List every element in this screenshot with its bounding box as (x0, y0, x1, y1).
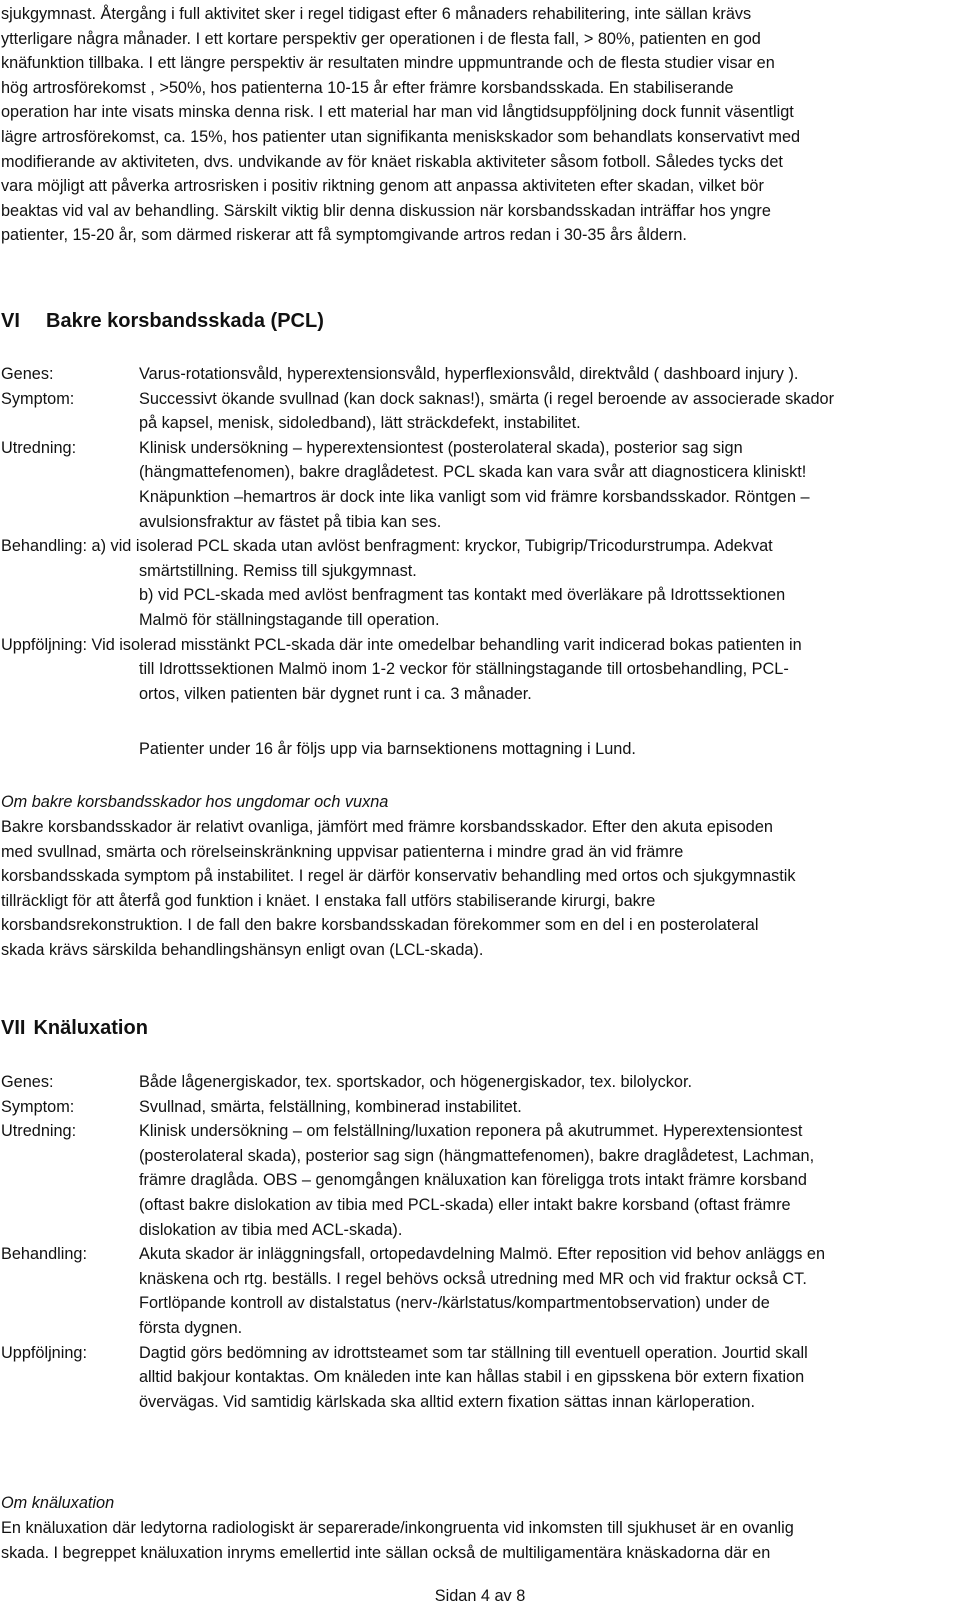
text-line: Både lågenergiskador, tex. sportskador, och högenergiskador, tex. bilolyckor. (139, 1073, 692, 1091)
row-label: Uppföljning: (1, 635, 87, 654)
text-line: lägre artrosförekomst, ca. 15%, hos patienter utan signifikanta meniskskador som behandlats konservativt med (1, 127, 801, 146)
text-line: knäfunktion tillbaka. I ett längre perspektiv är resultaten mindre uppmuntrande och de flesta studier visar en (1, 54, 775, 73)
section-vi-details (1, 362, 956, 706)
text-line (1, 534, 956, 559)
row-text (139, 1095, 956, 1120)
text-line: knäskena och rtg. beställs. I regel behövs också utredning med MR och vid fraktur också CT. (139, 1269, 807, 1288)
text-line: ytterligare några månader. I ett kortare perspektiv ger operationen i de flesta fall, > 80%, patienten en god (1, 29, 761, 48)
section-heading-vi (1, 307, 324, 335)
row-text (139, 1119, 956, 1242)
text-line: alltid bakjour kontaktas. Om knäleden inte kan hållas stabil i en gipsskena bör extern fixation (139, 1368, 805, 1387)
section-title: Knäluxation (33, 1017, 148, 1039)
row-label: Utredning: (1, 438, 77, 457)
text-line: Svullnad, smärta, felställning, kombinerad instabilitet. (139, 1097, 522, 1116)
row-text (139, 1341, 956, 1415)
row-label: Symptom: (1, 389, 75, 408)
row-text (139, 436, 956, 534)
note-paragraph: Patienter under 16 år följs upp via barnsektionens mottagning i Lund. (139, 740, 636, 758)
text-line: främre draglåda. OBS – genomgången knäluxation kan föreligga trots intakt främre korsband (139, 1171, 807, 1190)
section-number: VI (1, 310, 20, 332)
detail-row-utredning (1, 436, 956, 534)
page-number: Sidan 4 av 8 (434, 1587, 526, 1605)
text-line: första dygnen. (139, 1318, 243, 1337)
text-line: korsbandsskada symptom på instabilitet. I regel är därför konservativ behandling med ortos och sjukgymnastik (1, 867, 796, 886)
detail-row-uppfoljning (1, 1341, 956, 1415)
text-line: tillräckligt för att återfå god funktion i knäet. I enstaka fall utförs stabiliserande kirurgi, bakre (1, 891, 656, 910)
text-line: (oftast bakre dislokation av tibia med PCL-skada) eller intakt bakre korsband (oftast främre (139, 1195, 791, 1214)
text-line: En knäluxation där ledytorna radiologiskt är separerade/inkongruenta vid inkomsten till sjukhuset är en ovanlig (1, 1519, 794, 1537)
text-line: med svullnad, smärta och rörelseinskränkning uppvisar patienterna i mindre grad än vid främre (1, 842, 684, 861)
detail-row-genes (1, 362, 956, 387)
row-text (139, 1242, 956, 1340)
sub-paragraph (1, 815, 956, 963)
row-label: Behandling: (1, 1245, 88, 1264)
text-line (1, 633, 956, 658)
text-line: Akuta skador är inläggningsfall, ortopedavdelning Malmö. Efter reposition vid behov anläggs en (139, 1245, 826, 1264)
row-label: Behandling: (1, 537, 88, 556)
text-line: smärtstillning. Remiss till sjukgymnast. (139, 561, 417, 580)
section-title: Bakre korsbandsskada (PCL) (46, 310, 324, 332)
text-line: Vid isolerad misstänkt PCL-skada där inte omedelbar behandling varit indicerad bokas patienten in (91, 635, 802, 654)
row-label: Symptom: (1, 1097, 75, 1116)
section-vii-details (1, 1070, 956, 1414)
detail-row-genes (1, 1070, 956, 1095)
row-label: Utredning: (1, 1122, 77, 1141)
text-line: till Idrottssektionen Malmö inom 1-2 veckor för ställningstagande till ortosbehandling, PCL- (139, 660, 789, 679)
row-text (139, 362, 956, 387)
row-label: Genes: (1, 365, 54, 383)
text-line: skada. I begreppet knäluxation inryms emellertid inte sällan också de multiligamentära knäskadorna där en (1, 1543, 771, 1562)
text-line: (hängmattefenomen), bakre draglådetest. PCL skada kan vara svår att diagnosticera kliniskt! (139, 463, 807, 482)
text-line: Successivt ökande svullnad (kan dock saknas!), smärta (i regel beroende av associerade skador (139, 389, 835, 408)
text-line: beaktas vid val av behandling. Särskilt viktig blir denna diskussion när korsbandsskadan inträffar hos yngre (1, 201, 771, 220)
text-line: skada krävs särskilda behandlingshänsyn enligt ovan (LCL-skada). (1, 940, 484, 959)
text-line: (posterolateral skada), posterior sag sign (hängmattefenomen), bakre draglådetest, Lachman, (139, 1146, 815, 1165)
text-line: hög artrosförekomst , >50%, hos patienterna 10-15 år efter främre korsbandsskada. En stabiliserande (1, 78, 734, 97)
text-line: Knäpunktion –hemartros är dock inte lika vanligt som vid främre korsbandsskador. Röntgen – (139, 487, 810, 506)
text-line: Klinisk undersökning – hyperextensiontest (posterolateral skada), posterior sag sign (139, 438, 743, 457)
row-label: Uppföljning: (1, 1343, 87, 1362)
text-line: Malmö för ställningstagande till operation. (139, 610, 440, 629)
text-line: Klinisk undersökning – om felställning/luxation reponera på akutrummet. Hyperextensiontest (139, 1122, 803, 1141)
text-line: vara möjligt att påverka artrosrisken i positiv riktning genom att anpassa aktiviteten efter skadan, vilket bör (1, 177, 764, 196)
detail-row-symptom (1, 1095, 956, 1120)
text-line: avulsionsfraktur av fästet på tibia kan ses. (139, 512, 442, 531)
section-heading-vii (1, 1014, 148, 1042)
text-line: Bakre korsbandsskador är relativt ovanliga, jämfört med främre korsbandsskador. Efter den akuta episoden (1, 818, 773, 836)
sub-heading: Om bakre korsbandsskador hos ungdomar och vuxna (1, 793, 389, 811)
text-line: på kapsel, menisk, sidoledband), lätt sträckdefekt, instabilitet. (139, 414, 581, 433)
text-line: operation har inte visats minska denna risk. I ett material har man vid långtidsuppföljning dock funnit väsentligt (1, 103, 794, 122)
text-line: modifierande av aktiviteten, dvs. undvikande av för knäet riskabla aktiviteter såsom fotboll. Således tycks det (1, 152, 783, 171)
detail-row-behandling (1, 534, 956, 632)
text-line: korsbandsrekonstruktion. I de fall den bakre korsbandsskadan förekommer som en del i en posterolateral (1, 916, 759, 935)
row-text (139, 1070, 956, 1095)
section-number: VII (1, 1017, 26, 1039)
detail-row-utredning (1, 1119, 956, 1242)
sub-heading: Om knäluxation (1, 1494, 115, 1512)
row-text (139, 387, 956, 436)
intro-paragraph (1, 2, 956, 248)
detail-row-symptom (1, 387, 956, 436)
text-line: övervägas. Vid samtidig kärlskada ska alltid extern fixation sättas innan kärloperation. (139, 1392, 756, 1411)
row-label: Genes: (1, 1073, 54, 1091)
text-line: b) vid PCL-skada med avlöst benfragment tas kontakt med överläkare på Idrottssektionen (139, 586, 786, 605)
detail-row-behandling (1, 1242, 956, 1340)
text-line: patienter, 15-20 år, som därmed riskerar att få symptomgivande artros redan i 30-35 års åldern. (1, 226, 687, 245)
sub-paragraph (1, 1516, 956, 1565)
detail-row-uppfoljning (1, 633, 956, 707)
text-line: Fortlöpande kontroll av distalstatus (nerv-/kärlstatus/kompartmentobservation) under de (139, 1294, 770, 1313)
text-line: ortos, vilken patienten bär dygnet runt i ca. 3 månader. (139, 684, 532, 703)
text-line: Dagtid görs bedömning av idrottsteamet som tar ställning till eventuell operation. Jourtid skall (139, 1343, 808, 1362)
text-line: dislokation av tibia med ACL-skada). (139, 1220, 403, 1239)
text-line: sjukgymnast. Återgång i full aktivitet sker i regel tidigast efter 6 månaders rehabilitering, inte sällan krävs (1, 5, 752, 23)
text-line: a) vid isolerad PCL skada utan avlöst benfragment: kryckor, Tubigrip/Tricodurstrumpa. Adekvat (91, 537, 773, 556)
text-line: Varus-rotationsvåld, hyperextensionsvåld, hyperflexionsvåld, direktvåld ( dashboard injury ). (139, 365, 799, 383)
